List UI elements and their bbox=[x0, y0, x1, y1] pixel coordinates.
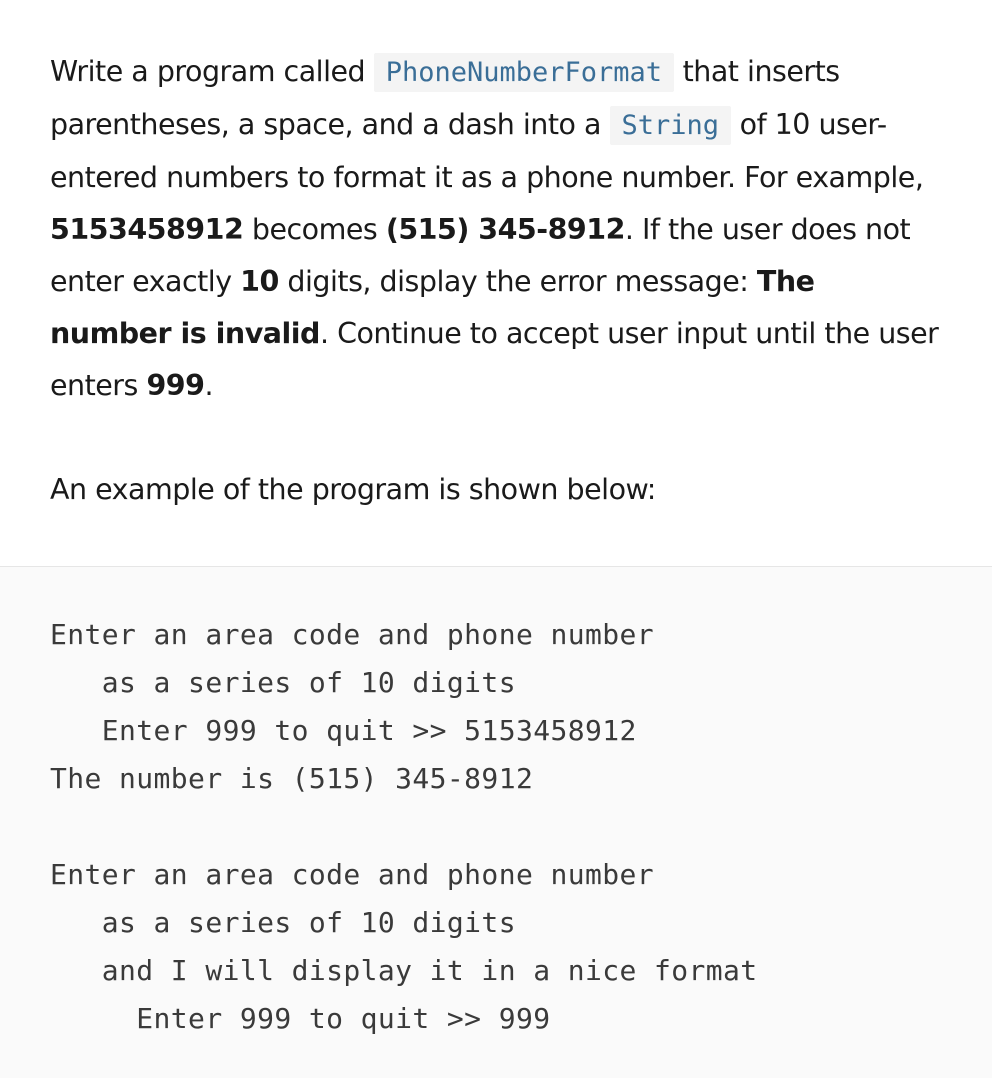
error-message-bold: The number is invalid bbox=[50, 265, 815, 350]
example-input-bold: 5153458912 bbox=[50, 213, 244, 246]
text-segment: . Continue to accept user input until the user enters bbox=[50, 317, 939, 402]
digit-count-bold: 10 bbox=[240, 265, 279, 298]
code-line: The number is (515) 345-8912 bbox=[50, 762, 534, 795]
class-name-code: PhoneNumberFormat bbox=[374, 53, 674, 92]
code-pre bbox=[50, 611, 758, 1043]
code-line: and I will display it in a nice format bbox=[50, 954, 758, 987]
instructions-text bbox=[50, 46, 940, 516]
quit-value-bold: 999 bbox=[146, 369, 205, 402]
text-segment: . If the user does not enter exactly bbox=[50, 213, 911, 298]
code-line: Enter an area code and phone number bbox=[50, 858, 655, 891]
problem-description bbox=[50, 46, 940, 412]
code-line: Enter 999 to quit >> 5153458912 bbox=[50, 714, 637, 747]
example-output-bold: (515) 345-8912 bbox=[385, 213, 625, 246]
text-segment: of 10 user-entered numbers to format it as a phone number. For example, bbox=[50, 108, 924, 194]
code-blank-line bbox=[50, 803, 758, 851]
text-segment: Write a program called bbox=[50, 55, 374, 88]
example-intro: An example of the program is shown below: bbox=[50, 473, 656, 506]
text-segment: . bbox=[204, 369, 213, 402]
type-name-code: String bbox=[610, 106, 732, 145]
text-segment: becomes bbox=[243, 213, 386, 246]
example-output-code-block bbox=[0, 566, 992, 1078]
code-line: as a series of 10 digits bbox=[50, 666, 516, 699]
code-line: Enter an area code and phone number bbox=[50, 618, 655, 651]
text-segment: digits, display the error message: bbox=[278, 265, 757, 298]
text-segment: that inserts parentheses, a space, and a dash into a bbox=[50, 55, 840, 141]
code-line: Enter 999 to quit >> 999 bbox=[50, 1002, 551, 1035]
code-line: as a series of 10 digits bbox=[50, 906, 516, 939]
